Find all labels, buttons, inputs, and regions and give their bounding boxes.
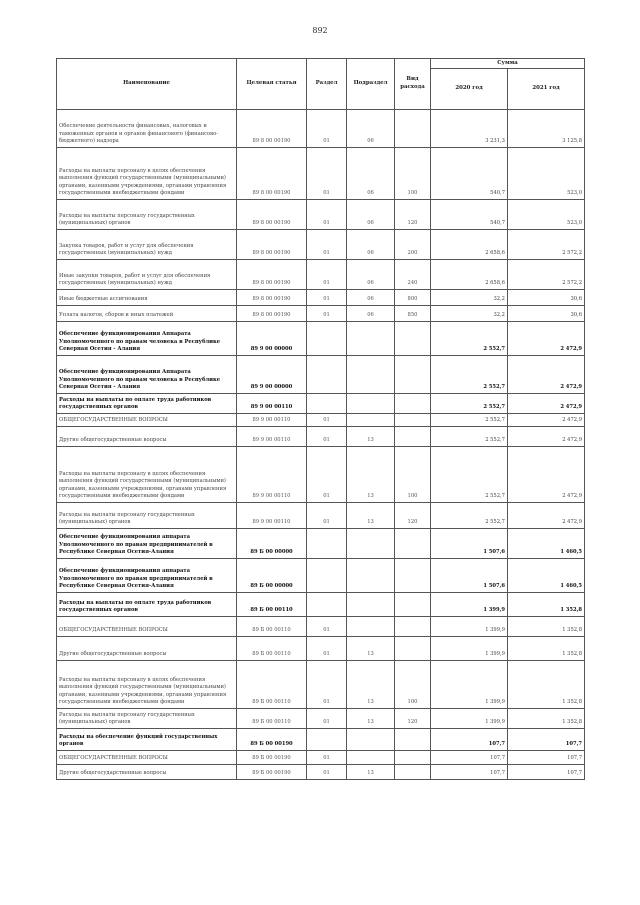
- row-target-article: 89 8 00 00190: [237, 200, 307, 230]
- table-row: [57, 394, 585, 414]
- row-value-2021: 1 352,8: [508, 709, 585, 729]
- row-target-article: 89 Б 00 00110: [237, 661, 307, 709]
- row-value-2020: 2 658,6: [431, 260, 508, 290]
- row-name: Уплата налогов, сборов и иных платежей: [57, 306, 237, 322]
- row-name: Обеспечение функционирования Аппарата Уполномоченного по правам человека в Республике Северная Осетия - Алания: [57, 322, 237, 356]
- row-value-2021: 1 352,8: [508, 637, 585, 661]
- header-target-article: Целевая статья: [237, 59, 307, 110]
- row-section: 01: [307, 637, 347, 661]
- row-subsection: 06: [347, 306, 395, 322]
- row-expense-kind: 120: [395, 709, 431, 729]
- row-value-2021: 2 472,9: [508, 447, 585, 503]
- row-value-2021: 523,0: [508, 200, 585, 230]
- row-target-article: 89 Б 00 00110: [237, 617, 307, 637]
- row-name: Расходы на выплаты персоналу государственных (муниципальных) органов: [57, 709, 237, 729]
- row-section: 01: [307, 148, 347, 200]
- row-value-2020: 107,7: [431, 765, 508, 780]
- table-row: [57, 529, 585, 559]
- row-section: 01: [307, 751, 347, 765]
- row-section: 01: [307, 447, 347, 503]
- table-row: [57, 414, 585, 427]
- row-subsection: [347, 559, 395, 593]
- row-section: [307, 529, 347, 559]
- row-name: Расходы на выплаты по оплате труда работников государственных органов: [57, 394, 237, 414]
- row-target-article: 89 8 00 00190: [237, 290, 307, 306]
- row-subsection: [347, 356, 395, 394]
- row-name: Расходы на выплаты персоналу государственных (муниципальных) органов: [57, 503, 237, 529]
- row-value-2020: 1 507,6: [431, 559, 508, 593]
- row-target-article: 89 Б 00 00110: [237, 593, 307, 617]
- row-value-2020: 2 552,7: [431, 447, 508, 503]
- row-subsection: [347, 617, 395, 637]
- row-expense-kind: [395, 110, 431, 148]
- table-row: [57, 230, 585, 260]
- row-expense-kind: [395, 729, 431, 751]
- row-name: Обеспечение функционирования Аппарата Уполномоченного по правам человека в Республике Северная Осетия - Алания: [57, 356, 237, 394]
- row-target-article: 89 9 00 00110: [237, 414, 307, 427]
- row-value-2021: 2 472,9: [508, 503, 585, 529]
- table-row: [57, 148, 585, 200]
- row-value-2021: 1 352,8: [508, 617, 585, 637]
- row-section: 01: [307, 765, 347, 780]
- row-expense-kind: 120: [395, 200, 431, 230]
- table-row: [57, 447, 585, 503]
- row-target-article: 89 8 00 00190: [237, 306, 307, 322]
- row-value-2020: 2 552,7: [431, 356, 508, 394]
- row-target-article: 89 9 00 00110: [237, 394, 307, 414]
- table-row: [57, 709, 585, 729]
- row-section: 01: [307, 414, 347, 427]
- row-section: 01: [307, 200, 347, 230]
- row-target-article: 89 9 00 00110: [237, 427, 307, 447]
- row-section: 01: [307, 427, 347, 447]
- row-value-2020: 32,2: [431, 306, 508, 322]
- row-subsection: 13: [347, 503, 395, 529]
- row-subsection: [347, 322, 395, 356]
- header-subsection: Подраздел: [347, 59, 395, 110]
- row-subsection: 06: [347, 260, 395, 290]
- row-value-2020: 1 399,9: [431, 661, 508, 709]
- row-name: Иные бюджетные ассигнования: [57, 290, 237, 306]
- row-expense-kind: 850: [395, 306, 431, 322]
- row-value-2020: 107,7: [431, 751, 508, 765]
- row-value-2020: 2 658,6: [431, 230, 508, 260]
- row-value-2020: 1 399,9: [431, 593, 508, 617]
- row-value-2021: 1 352,8: [508, 661, 585, 709]
- budget-table: [56, 58, 585, 780]
- row-expense-kind: 800: [395, 290, 431, 306]
- row-value-2021: 2 572,2: [508, 230, 585, 260]
- row-value-2020: 2 552,7: [431, 503, 508, 529]
- row-value-2020: 2 552,7: [431, 414, 508, 427]
- header-expense-kind: Вид расхода: [395, 59, 431, 110]
- row-name: Расходы на выплаты по оплате труда работников государственных органов: [57, 593, 237, 617]
- row-value-2021: 107,7: [508, 751, 585, 765]
- row-expense-kind: [395, 427, 431, 447]
- row-name: ОБЩЕГОСУДАРСТВЕННЫЕ ВОПРОСЫ: [57, 617, 237, 637]
- row-name: Расходы на выплаты персоналу государственных (муниципальных) органов: [57, 200, 237, 230]
- row-target-article: 89 9 00 00000: [237, 322, 307, 356]
- row-subsection: 06: [347, 230, 395, 260]
- row-subsection: 13: [347, 709, 395, 729]
- row-value-2020: 1 399,9: [431, 617, 508, 637]
- row-section: 01: [307, 709, 347, 729]
- table-row: [57, 110, 585, 148]
- row-section: 01: [307, 306, 347, 322]
- row-value-2021: 523,0: [508, 148, 585, 200]
- row-expense-kind: [395, 559, 431, 593]
- row-section: 01: [307, 230, 347, 260]
- row-value-2021: 3 125,8: [508, 110, 585, 148]
- row-expense-kind: 100: [395, 447, 431, 503]
- table-row: [57, 200, 585, 230]
- row-value-2021: 1 352,8: [508, 593, 585, 617]
- table-row: [57, 751, 585, 765]
- row-value-2021: 30,6: [508, 306, 585, 322]
- row-name: Расходы на выплаты персоналу в целях обеспечения выполнения функций государственными (муниципальными) органами, казенными учреждениями, органами управления государственными внебюджетными фондами: [57, 148, 237, 200]
- header-name: Наименование: [57, 59, 237, 110]
- header-2021: 2021 год: [508, 69, 585, 110]
- row-value-2020: 107,7: [431, 729, 508, 751]
- row-value-2021: 2 472,9: [508, 414, 585, 427]
- row-section: [307, 322, 347, 356]
- row-section: [307, 729, 347, 751]
- row-value-2021: 107,7: [508, 729, 585, 751]
- row-section: 01: [307, 617, 347, 637]
- row-section: [307, 356, 347, 394]
- row-subsection: [347, 729, 395, 751]
- row-section: [307, 593, 347, 617]
- row-name: Другие общегосударственные вопросы: [57, 765, 237, 780]
- table-row: [57, 765, 585, 780]
- row-value-2020: 1 399,9: [431, 709, 508, 729]
- row-section: [307, 394, 347, 414]
- row-subsection: 06: [347, 148, 395, 200]
- table-row: [57, 559, 585, 593]
- row-subsection: 13: [347, 427, 395, 447]
- row-target-article: 89 Б 00 00000: [237, 559, 307, 593]
- row-value-2021: 107,7: [508, 765, 585, 780]
- row-expense-kind: 120: [395, 503, 431, 529]
- row-target-article: 89 8 00 00190: [237, 148, 307, 200]
- row-value-2020: 32,2: [431, 290, 508, 306]
- row-value-2020: 1 507,6: [431, 529, 508, 559]
- row-section: 01: [307, 110, 347, 148]
- table-row: [57, 637, 585, 661]
- row-subsection: [347, 529, 395, 559]
- table-row: [57, 427, 585, 447]
- page-number: 892: [312, 26, 328, 35]
- row-value-2020: 3 231,3: [431, 110, 508, 148]
- row-section: 01: [307, 503, 347, 529]
- row-expense-kind: [395, 593, 431, 617]
- row-expense-kind: 240: [395, 260, 431, 290]
- table-row: [57, 593, 585, 617]
- row-section: [307, 559, 347, 593]
- table-row: [57, 322, 585, 356]
- row-value-2020: 2 552,7: [431, 322, 508, 356]
- row-name: Другие общегосударственные вопросы: [57, 637, 237, 661]
- row-value-2021: 2 572,2: [508, 260, 585, 290]
- row-subsection: 06: [347, 290, 395, 306]
- row-name: Обеспечение функционирования аппарата Уполномоченного по правам предпринимателей в Республике Северная Осетия-Алания: [57, 529, 237, 559]
- row-value-2020: 2 552,7: [431, 394, 508, 414]
- table-row: [57, 260, 585, 290]
- row-name: Обеспечение деятельности финансовых, налоговых и таможенных органов и органов финансового (финансово-бюджетного) надзора: [57, 110, 237, 148]
- table-row: [57, 290, 585, 306]
- row-subsection: 06: [347, 110, 395, 148]
- table-row: [57, 729, 585, 751]
- row-expense-kind: [395, 765, 431, 780]
- row-subsection: [347, 751, 395, 765]
- row-expense-kind: [395, 529, 431, 559]
- row-expense-kind: 200: [395, 230, 431, 260]
- row-expense-kind: 100: [395, 148, 431, 200]
- row-name: ОБЩЕГОСУДАРСТВЕННЫЕ ВОПРОСЫ: [57, 414, 237, 427]
- row-value-2021: 2 472,9: [508, 427, 585, 447]
- row-expense-kind: [395, 617, 431, 637]
- row-expense-kind: 100: [395, 661, 431, 709]
- row-name: Расходы на обеспечение функций государственных органов: [57, 729, 237, 751]
- table-row: [57, 356, 585, 394]
- row-value-2021: 2 472,9: [508, 394, 585, 414]
- row-target-article: 89 8 00 00190: [237, 260, 307, 290]
- row-section: 01: [307, 290, 347, 306]
- row-subsection: 13: [347, 637, 395, 661]
- row-target-article: 89 Б 00 00110: [237, 709, 307, 729]
- row-target-article: 89 8 00 00190: [237, 110, 307, 148]
- row-name: Другие общегосударственные вопросы: [57, 427, 237, 447]
- row-expense-kind: [395, 394, 431, 414]
- row-target-article: 89 Б 00 00190: [237, 729, 307, 751]
- row-value-2020: 540,7: [431, 148, 508, 200]
- row-value-2020: 540,7: [431, 200, 508, 230]
- table-row: [57, 661, 585, 709]
- table-row: [57, 503, 585, 529]
- row-target-article: 89 9 00 00000: [237, 356, 307, 394]
- row-subsection: 06: [347, 200, 395, 230]
- row-value-2020: 2 552,7: [431, 427, 508, 447]
- row-target-article: 89 9 00 00110: [237, 503, 307, 529]
- row-target-article: 89 8 00 00190: [237, 230, 307, 260]
- row-subsection: [347, 394, 395, 414]
- row-value-2021: 2 472,9: [508, 356, 585, 394]
- row-value-2021: 2 472,9: [508, 322, 585, 356]
- row-value-2021: 1 460,5: [508, 559, 585, 593]
- table-row: [57, 306, 585, 322]
- row-expense-kind: [395, 356, 431, 394]
- row-target-article: 89 Б 00 00190: [237, 751, 307, 765]
- row-target-article: 89 Б 00 00110: [237, 637, 307, 661]
- row-expense-kind: [395, 322, 431, 356]
- row-name: ОБЩЕГОСУДАРСТВЕННЫЕ ВОПРОСЫ: [57, 751, 237, 765]
- row-target-article: 89 Б 00 00000: [237, 529, 307, 559]
- row-value-2021: 30,6: [508, 290, 585, 306]
- row-section: 01: [307, 661, 347, 709]
- row-expense-kind: [395, 637, 431, 661]
- header-2020: 2020 год: [431, 69, 508, 110]
- row-subsection: [347, 593, 395, 617]
- row-expense-kind: [395, 414, 431, 427]
- row-subsection: 13: [347, 765, 395, 780]
- row-value-2020: 1 399,9: [431, 637, 508, 661]
- row-name: Расходы на выплаты персоналу в целях обеспечения выполнения функций государственными (муниципальными) органами, казенными учреждениями, органами управления государственными внебюджетными фондами: [57, 447, 237, 503]
- row-target-article: 89 Б 00 00190: [237, 765, 307, 780]
- header-section: Раздел: [307, 59, 347, 110]
- row-subsection: [347, 414, 395, 427]
- table-row: [57, 617, 585, 637]
- row-name: Закупка товаров, работ и услуг для обеспечения государственных (муниципальных) нужд: [57, 230, 237, 260]
- row-name: Обеспечение функционирования аппарата Уполномоченного по правам предпринимателей в Республике Северная Осетия-Алания: [57, 559, 237, 593]
- row-subsection: 13: [347, 447, 395, 503]
- row-expense-kind: [395, 751, 431, 765]
- table-body: [57, 110, 585, 780]
- row-subsection: 13: [347, 661, 395, 709]
- row-section: 01: [307, 260, 347, 290]
- row-value-2021: 1 460,5: [508, 529, 585, 559]
- row-target-article: 89 9 00 00110: [237, 447, 307, 503]
- row-name: Иные закупки товаров, работ и услуг для обеспечения государственных (муниципальных) нужд: [57, 260, 237, 290]
- row-name: Расходы на выплаты персоналу в целях обеспечения выполнения функций государственными (муниципальными) органами, казенными учреждениями, органами управления государственными внебюджетными фондами: [57, 661, 237, 709]
- header-sum: Сумма: [431, 59, 585, 69]
